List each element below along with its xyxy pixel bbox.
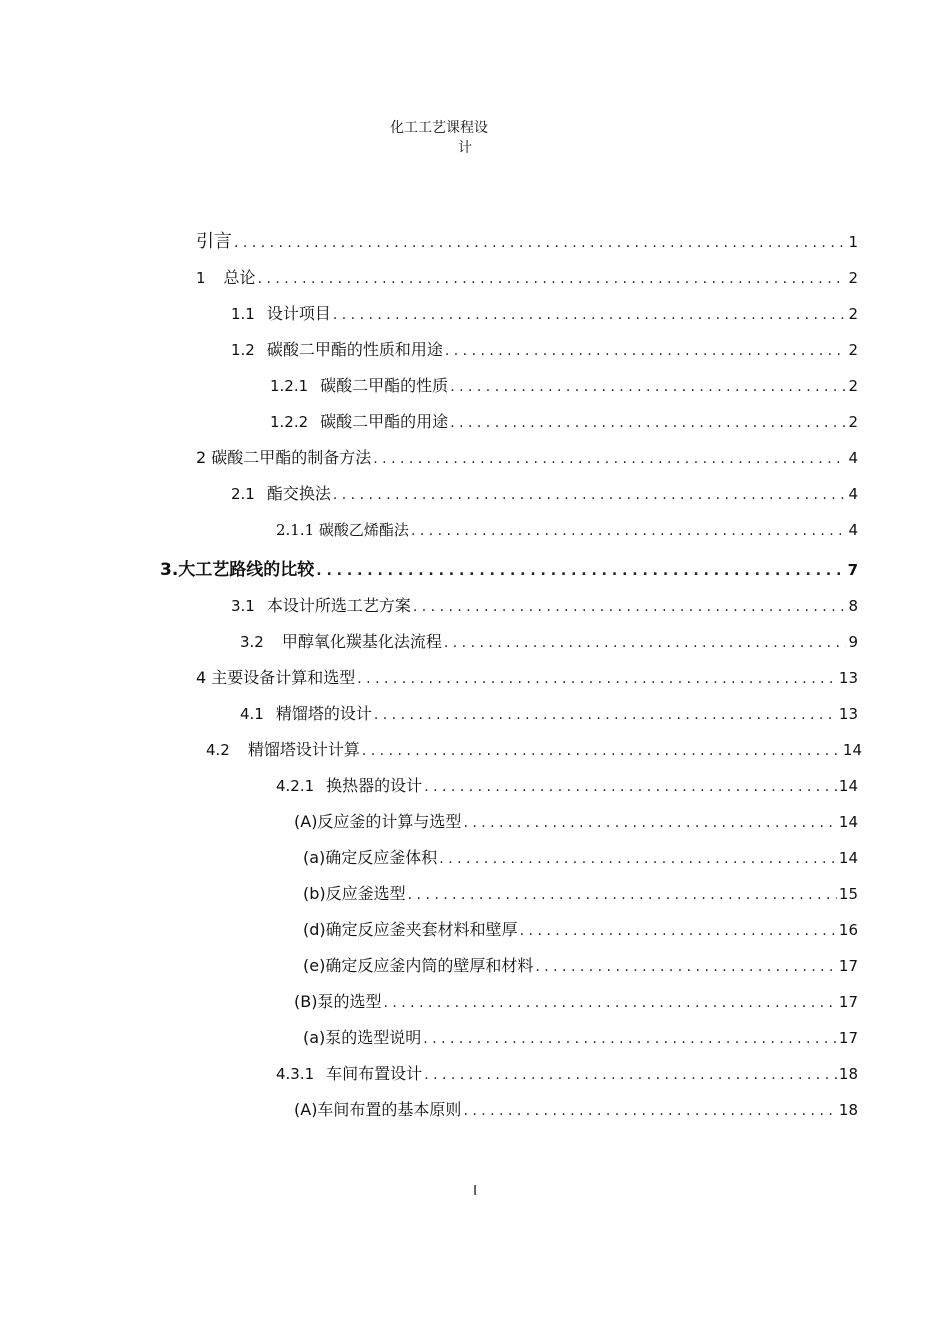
toc-leader-dots [408,883,837,907]
toc-label: 4 主要设备计算和选型 [196,668,356,687]
toc-leader-dots [316,559,845,583]
toc-leader-dots [463,1099,836,1123]
title-line-1: 化工工艺课程设 [390,120,488,136]
toc-label: 碳酸二甲酯的用途 [320,412,449,431]
toc-entry[interactable] [276,1062,858,1086]
toc-entry[interactable] [294,810,858,834]
toc-number: 2.1 [231,485,255,503]
toc-leader-dots [362,739,841,763]
toc-page: 2 [848,269,858,287]
toc-label: 换热器的设计 [326,776,423,795]
toc-number: 1 [196,269,206,287]
toc-leader-dots [520,919,837,943]
toc-number: 4.2.1 [276,777,315,795]
toc-entry[interactable] [196,230,858,254]
toc-label: 设计项目 [266,304,331,323]
toc-page: 4 [848,521,858,539]
toc-leader-dots [258,267,847,291]
toc-leader-dots [383,991,836,1015]
toc-leader-dots [424,775,837,799]
toc-number: 1.2.2 [270,413,309,431]
toc-leader-dots [373,447,846,471]
toc-page: 18 [838,1101,858,1119]
toc-leader-dots [450,411,846,435]
toc-number: 4.2 [206,741,230,759]
toc-label: 精馏塔的设计 [275,704,372,723]
toc-page: 18 [838,1065,858,1083]
toc-leader-dots [444,631,847,655]
toc-entry[interactable] [231,482,858,506]
toc-label: (b)反应釜选型 [303,884,406,903]
toc-page: 14 [842,741,862,759]
toc-entry[interactable] [294,990,858,1014]
toc-entry[interactable] [270,410,858,434]
toc-number: 1.2.1 [270,377,309,395]
toc-label: (e)确定反应釜内筒的壁厚和材料 [303,956,534,975]
toc-leader-dots [374,703,837,727]
toc-page: 15 [838,885,858,903]
toc-page: 2 [848,305,858,323]
toc-entry[interactable] [303,846,858,870]
toc-page: 8 [848,597,858,615]
toc-label: 车间布置设计 [326,1064,423,1083]
toc-label: (B)泵的选型 [294,992,382,1011]
toc-label: (A)车间布置的基本原则 [294,1100,462,1119]
toc-page: 9 [848,633,858,651]
toc-entry[interactable] [196,266,858,290]
toc-entry[interactable] [206,738,862,762]
title-line-2: 计 [458,140,472,156]
toc-page: 13 [838,669,858,687]
toc-leader-dots [234,231,846,255]
toc-page: 17 [838,957,858,975]
toc-label: 精馏塔设计计算 [247,740,360,759]
toc-entry[interactable] [276,774,858,798]
toc-entry[interactable] [231,338,858,362]
toc-label: 酯交换法 [266,484,331,503]
toc-page: 17 [838,993,858,1011]
toc-entry[interactable] [276,518,858,542]
toc-page: 1 [848,233,858,251]
toc-leader-dots [423,1027,837,1051]
document-title [0,118,950,158]
toc-page: 17 [838,1029,858,1047]
toc-entry[interactable] [196,666,858,690]
toc-entry[interactable] [160,558,858,582]
toc-page: 14 [838,777,858,795]
toc-leader-dots [411,519,847,543]
toc-label: (a)确定反应釜体积 [303,848,438,867]
toc-leader-dots [424,1063,837,1087]
toc-label: 碳酸二甲酯的性质和用途 [266,340,443,359]
toc-entry[interactable] [303,882,858,906]
toc-page: 4 [848,449,858,467]
toc-entry[interactable] [294,1098,858,1122]
toc-label: (a)泵的选型说明 [303,1028,422,1047]
toc-page: 4 [848,485,858,503]
toc-page: 13 [838,705,858,723]
toc-leader-dots [463,811,836,835]
toc-label: 3.大工艺路线的比较 [160,560,315,580]
toc-leader-dots [450,375,846,399]
toc-label: (A)反应釜的计算与选型 [294,812,462,831]
toc-number: 4.3.1 [276,1065,315,1083]
toc-leader-dots [445,339,847,363]
toc-label: 2 碳酸二甲酯的制备方法 [196,448,372,467]
toc-leader-dots [357,667,837,691]
toc-leader-dots [535,955,837,979]
toc-entry[interactable] [303,918,858,942]
toc-number: 3.2 [240,633,264,651]
toc-entry[interactable] [303,1026,858,1050]
toc-page: 2 [848,377,858,395]
toc-leader-dots [333,303,847,327]
toc-page: 2 [848,341,858,359]
toc-page: 14 [838,813,858,831]
toc-entry[interactable] [196,446,858,470]
toc-leader-dots [439,847,837,871]
toc-page: 14 [838,849,858,867]
toc-number: 3.1 [231,597,255,615]
toc-leader-dots [333,483,847,507]
toc-page: 16 [838,921,858,939]
toc-label: 2.1.1 碳酸乙烯酯法 [276,521,409,539]
toc-number: 4.1 [240,705,264,723]
page-number: I [473,1184,477,1199]
toc-leader-dots [413,595,847,619]
toc-label: (d)确定反应釜夹套材料和壁厚 [303,920,518,939]
toc-number: 1.1 [231,305,255,323]
toc-label: 碳酸二甲酯的性质 [320,376,449,395]
toc-label: 总论 [223,268,256,287]
toc-label: 甲醇氧化羰基化法流程 [281,632,442,651]
toc-entry[interactable] [231,302,858,326]
toc-entry[interactable] [240,702,858,726]
toc-page: 7 [847,561,858,579]
toc-entry[interactable] [240,630,858,654]
toc-label: 引言 [196,231,232,252]
toc-number: 1.2 [231,341,255,359]
toc-entry[interactable] [231,594,858,618]
toc-page: 2 [848,413,858,431]
toc-entry[interactable] [270,374,858,398]
toc-label: 本设计所选工艺方案 [266,596,411,615]
toc-entry[interactable] [303,954,858,978]
